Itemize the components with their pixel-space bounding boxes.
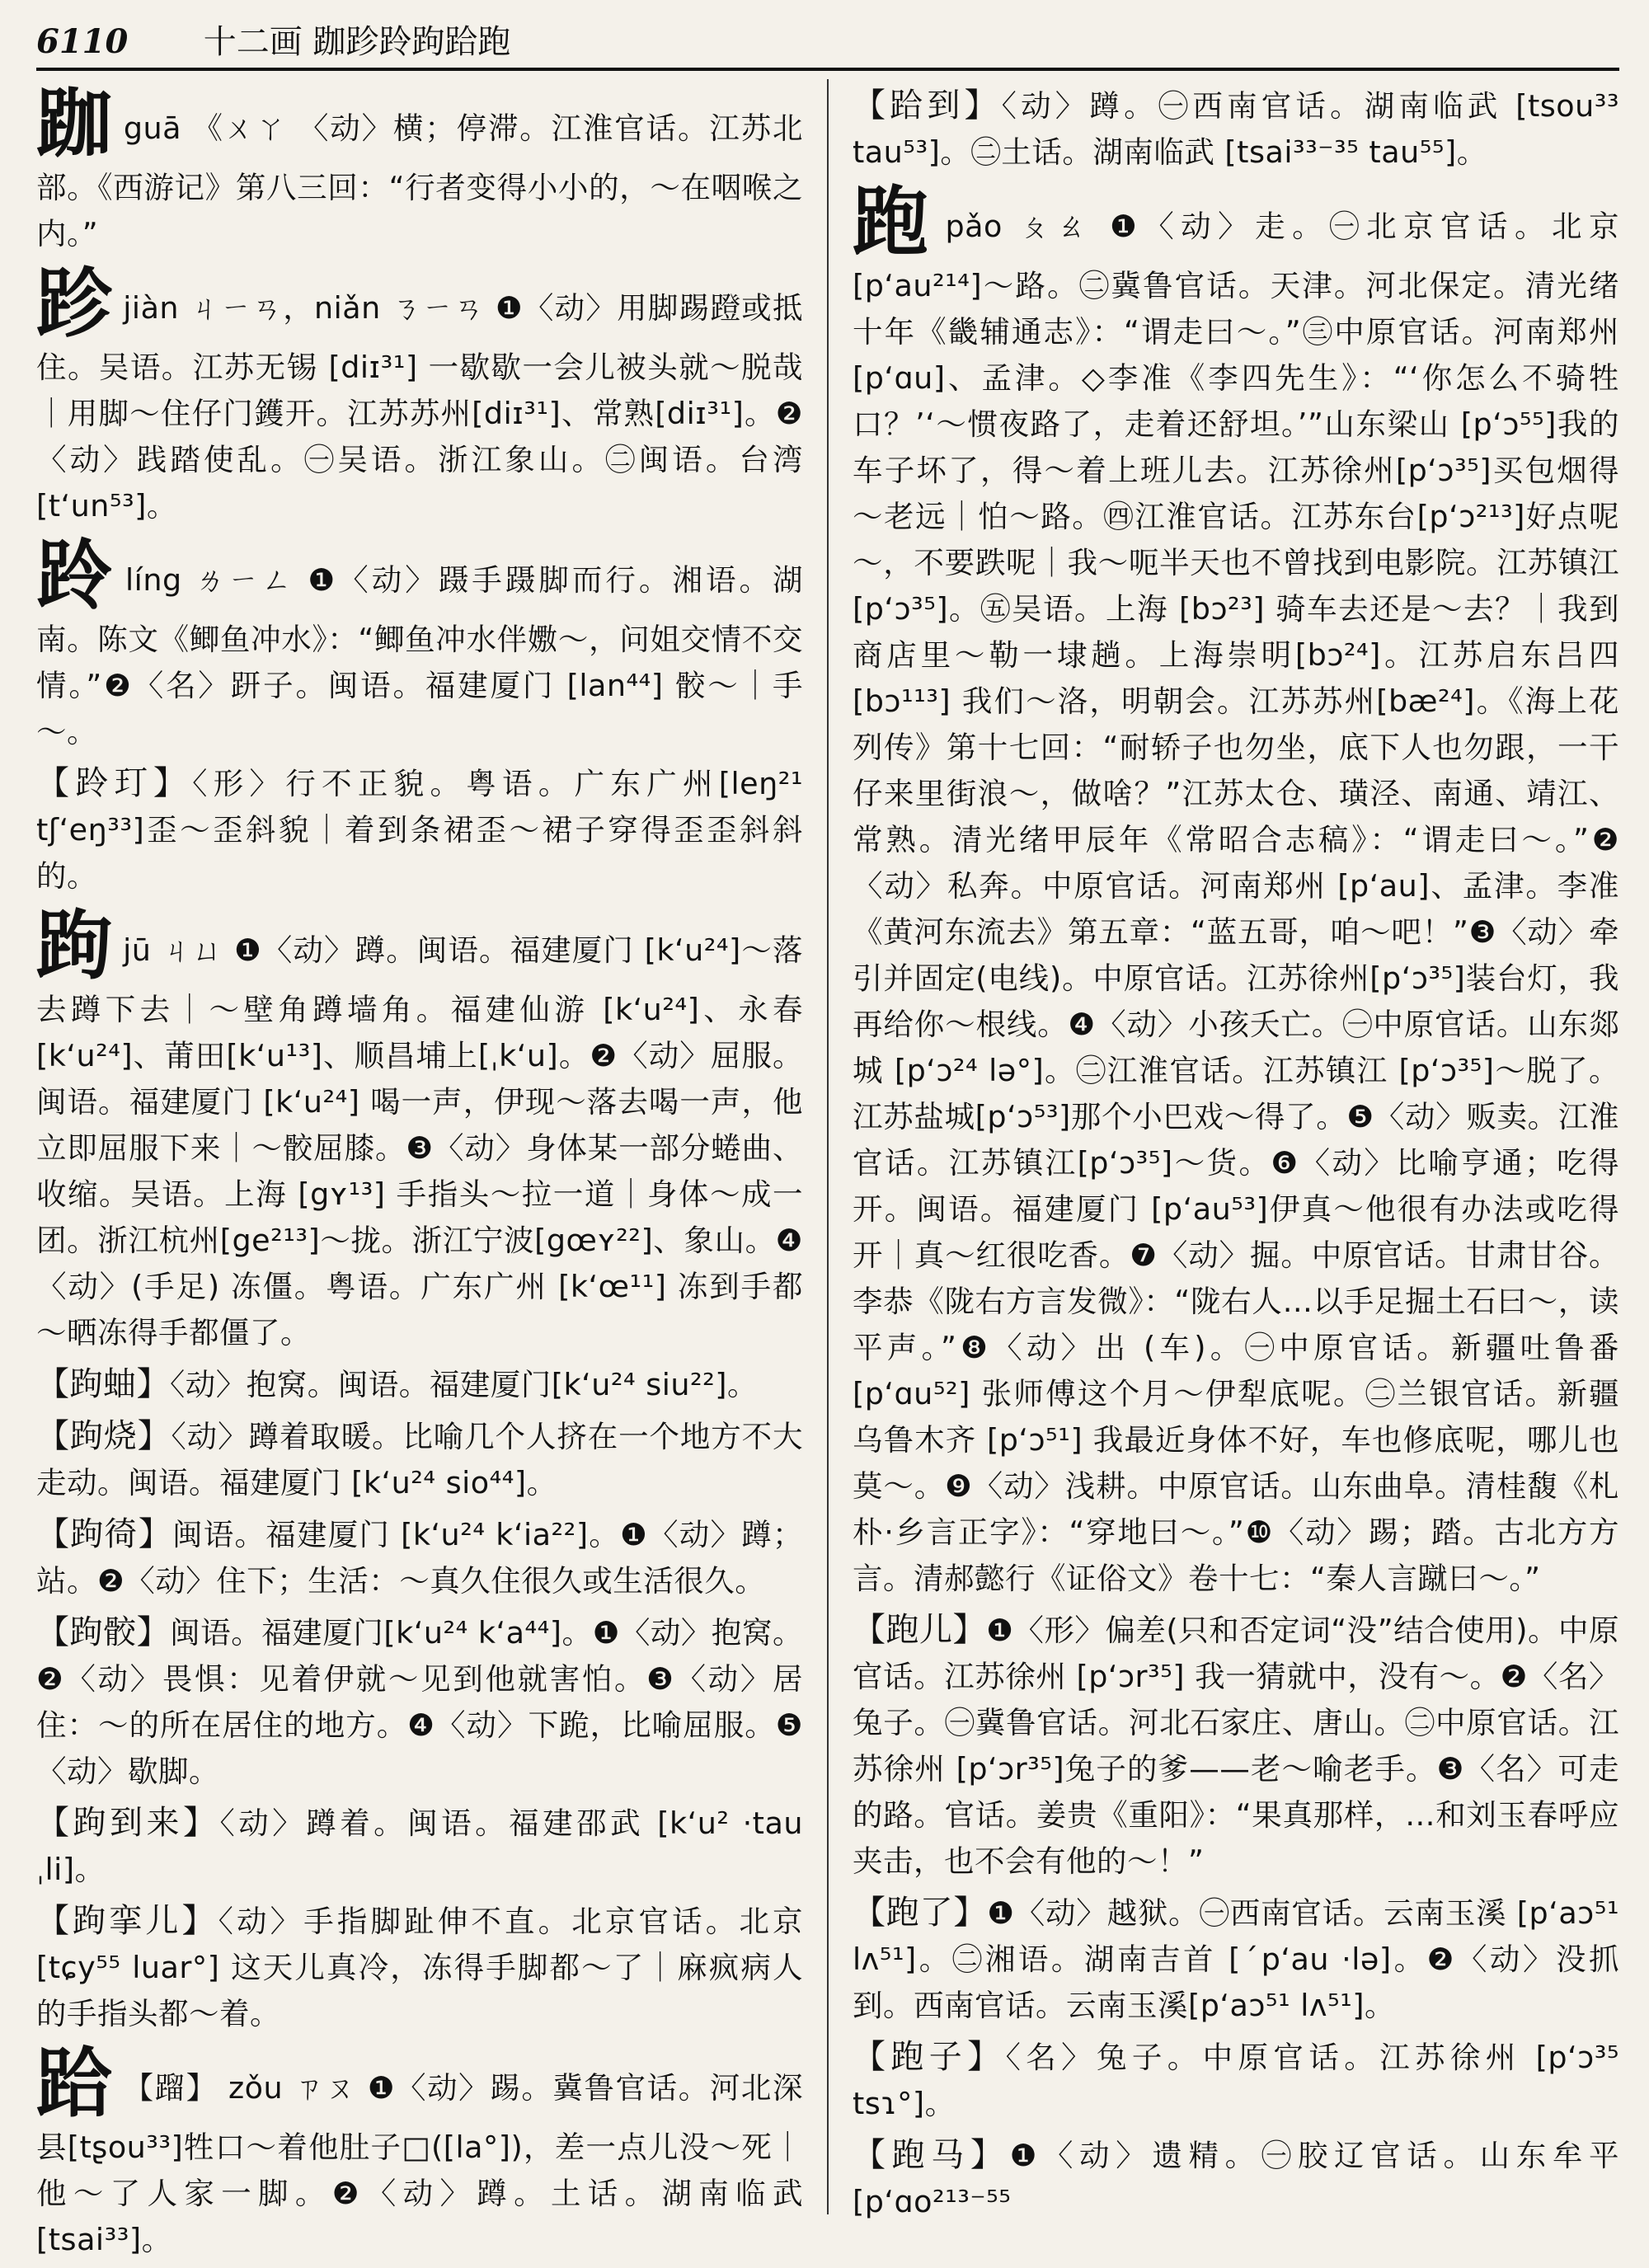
entry-text: jū ㄐㄩ ❶〈动〉蹲。闽语。福建厦门 [k‘u²⁴]～落去蹲下去｜～壁角蹲墙角。福建仙游 [k‘u²⁴]、永春[k‘u²⁴]、莆田[k‘u¹³]、顺昌埔上[ˌk‘u]。❷〈动〉屈服。闽语。福建厦门 [k‘u²⁴] 喝一声，伊现～落去喝一声，他立即屈服下来｜～骹屈膝。❸〈动〉身体某一部分蜷曲、收缩。吴语。上海 [gʏ¹³] 手指头～拉一道｜身体～成一团。浙江杭州[ge²¹³]～拢。浙江宁波[gœʏ²²]、象山。❹〈动〉(手足) 冻僵。粤语。广东广州 [k‘œ¹¹] 冻到手都～晒冻得手都僵了。 — [36, 932, 803, 1350]
entry-text: pǎo ㄆㄠ ❶〈动〉走。㊀北京官话。北京 [p‘au²¹⁴]～路。㊁冀鲁官话。天津。河北保定。清光绪十年《畿辅通志》：“谓走曰～。”㊂中原官话。河南郑州[p‘ɑu]、孟津。◇李准《李四先生》：“‘你怎么不骑牲口？’‘～惯夜路了，走着还舒坦。’”山东梁山 [p‘ɔ⁵⁵]我的车子坏了，得～着上班儿去。江苏徐州[p‘ɔ³⁵]买包烟得～老远｜怕～路。㊃江淮官话。江苏东台[p‘ɔ²¹³]好点呢～，不要跌呢｜我～呃半天也不曾找到电影院。江苏镇江[p‘ɔ³⁵]。㊄吴语。上海 [bɔ²³] 骑车去还是～去？｜我到商店里～勒一埭趟。上海崇明[bɔ²⁴]。江苏启东吕四 [bɔ¹¹³] 我们～洛，明朝会。江苏苏州[bæ²⁴]。《海上花列传》第十七回：“耐轿子也勿坐，底下人也勿跟，一干仔来里街浪～，做啥？”江苏太仓、璜泾、南通、靖江、常熟。清光绪甲辰年《常昭合志稿》：“谓走曰～。”❷〈动〉私奔。中原官话。河南郑州 [p‘au]、孟津。李准《黄河东流去》第五章：“蓝五哥，咱～吧！”❸〈动〉牵引并固定(电线)。中原官话。江苏徐州[p‘ɔ³⁵]装台灯，我再给你～根线。❹〈动〉小孩夭亡。㊀中原官话。山东郯城 [p‘ɔ²⁴ lə°]。㊁江淮官话。江苏镇江 [p‘ɔ³⁵]～脱了。江苏盐城[p‘ɔ⁵³]那个小巴戏～得了。❺〈动〉贩卖。江淮官话。江苏镇江[p‘ɔ³⁵]～货。❻〈动〉比喻亨通；吃得开。闽语。福建厦门 [p‘au⁵³]伊真～他很有办法或吃得开｜真～红很吃香。❼〈动〉掘。中原官话。甘肃甘谷。李恭《陇右方言发微》：“陇右人…以手足掘土石曰～，读平声。”❽〈动〉出 (车)。㊀中原官话。新疆吐鲁番 [p‘ɑu⁵²] 张师傅这个月～伊犁底呢。㊁兰银官话。新疆乌鲁木齐 [p‘ɔ⁵¹] 我最近身体不好，车也修底呢，哪儿也莫～。❾〈动〉浅耕。中原官话。山东曲阜。清桂馥《札朴·乡言正字》：“穿地曰～。”❿〈动〉踢；踏。古北方方言。清郝懿行《证俗文》卷十七：“秦人言蹴曰～。” — [853, 209, 1619, 1596]
subentry-head: 【跔烧】 — [36, 1417, 171, 1455]
entry-text: 〈动〉蹲着。闽语。福建邵武 [k‘u² ·tau ˌli]。 — [36, 1805, 803, 1887]
subentry-head: 【跔到来】 — [36, 1804, 220, 1842]
entry-pao — [853, 177, 1619, 1602]
entry-text: 闽语。福建厦门 [k‘u²⁴ k‘ia²²]。❶〈动〉蹲；站。❷〈动〉住下；生活：～真久住很久或生活很久。 — [36, 1517, 804, 1599]
subentry-head: 【跔挛儿】 — [36, 1902, 218, 1940]
subentry — [36, 1800, 803, 1893]
subentry-head: 【跲到】 — [853, 87, 1002, 124]
page-number: 6110 — [36, 22, 129, 61]
entry-ling — [36, 531, 803, 755]
subentry-head: 【跔蚰】 — [36, 1365, 170, 1403]
subentry — [36, 1898, 803, 2037]
entry-text: 闽语。福建厦门[k‘u²⁴ k‘a⁴⁴]。❶〈动〉抱窝。❷〈动〉畏惧：见着伊就～见到他就害怕。❸〈动〉居住：～的所在居住的地方。❹〈动〉下跪，比喻屈服。❺〈动〉歇脚。 — [36, 1615, 804, 1789]
headword: 跔 — [36, 901, 114, 990]
subentry — [36, 1609, 803, 1795]
subentry-head: 【跑子】 — [853, 2038, 1006, 2076]
subentry-head: 【跑马】 — [853, 2136, 1010, 2174]
entry-text: jiàn ㄐㄧㄢ，niǎn ㄋㄧㄢ ❶〈动〉用脚踢蹬或抵住。吴语。江苏无锡 [diɪ³¹] 一歇歇一会儿被头就～脱哉｜用脚～住仔门鑊开。江苏苏州[diɪ³¹]、常熟[diɪ³¹]。❷〈动〉践踏使乱。㊀吴语。浙江象山。㊁闽语。台湾[t‘un⁵³]。 — [36, 290, 803, 524]
subentry-head: 【跔徛】 — [36, 1515, 172, 1553]
entry-text: líng ㄌㄧㄥ ❶〈动〉蹑手蹑脚而行。湘语。湖南。陈文《鲫鱼冲水》：“鲫鱼冲水伴嫐～，问姐交情不交情。”❷〈名〉趼子。闽语。福建厦门 [lan⁴⁴] 骹～｜手～。 — [36, 562, 803, 749]
subentry — [853, 82, 1619, 176]
entry-text: 〈动〉抱窝。闽语。福建厦门[k‘u²⁴ siu²²]。 — [170, 1367, 759, 1402]
headword: 跉 — [36, 531, 116, 620]
headword: 跲 — [36, 2039, 114, 2128]
subentry — [853, 1890, 1619, 2029]
headword: 跏 — [36, 79, 114, 168]
entry-ju — [36, 901, 803, 1356]
subentry — [36, 760, 803, 899]
headword: 跑 — [853, 177, 936, 266]
entry-text: guā 《ㄨㄚ 〈动〉横；停滞。江淮官话。江苏北部。《西游记》第八三回：“行者变得小小的，～在咽喉之内。” — [36, 110, 803, 251]
subentry-head: 【跑了】 — [853, 1894, 988, 1932]
entry-text: 〈动〉手指脚趾伸不直。北京官话。北京[tɕy⁵⁵ luar°] 这天儿真冷，冻得手脚都～了｜麻疯病人的手指头都～着。 — [36, 1904, 803, 2031]
page-header — [36, 16, 1619, 68]
header-rule — [36, 68, 1619, 71]
entry-jian — [36, 259, 803, 529]
right-column — [853, 82, 1619, 2230]
subentry — [853, 2034, 1619, 2127]
entry-text: ❶〈形〉偏差(只和否定词“没”结合使用)。中原官话。江苏徐州 [p‘ɔr³⁵] 我一猜就中，没有～。❷〈名〉兔子。㊀冀鲁官话。河北石家庄、唐山。㊁中原官话。江苏徐州 [p‘ɔr³⁵]兔子的爹——老～喻老手。❸〈名〉可走的路。官话。姜贵《重阳》：“果真那样，…和刘玉春呼应夹击，也不会有他的～！” — [853, 1613, 1619, 1879]
entry-text: 〈动〉蹲着取暖。比喻几个人挤在一个地方不大走动。闽语。福建厦门 [k‘u²⁴ sio⁴⁴]。 — [36, 1419, 804, 1500]
entry-text: ❶〈动〉越狱。㊀西南官话。云南玉溪 [p‘aɔ⁵¹ lʌ⁵¹]。㊁湘语。湖南吉首 [ˊp‘au ·lə]。❷〈动〉没抓到。西南官话。云南玉溪[p‘aɔ⁵¹ lʌ⁵¹]。 — [853, 1895, 1619, 2023]
subentry — [853, 2132, 1619, 2225]
page-title: 十二画 跏跈跉跔跲跑 — [203, 23, 511, 61]
entry-text: 〈形〉行不正貌。粤语。广东广州[leŋ²¹ tʃ‘eŋ³³]歪～歪斜貌｜着到条裙歪～裙子穿得歪歪斜斜的。 — [36, 766, 804, 894]
subentry — [853, 1607, 1619, 1885]
left-column — [36, 79, 804, 2268]
subentry — [36, 1361, 803, 1408]
subentry — [36, 1413, 803, 1506]
entry-zou — [36, 2039, 803, 2263]
entry-text: 〈动〉蹲。㊀西南官话。湖南临武 [tsou³³ tau⁵³]。㊁土话。湖南临武 [tsai³³⁻³⁵ tau⁵⁵]。 — [853, 88, 1619, 170]
headword: 跈 — [36, 259, 114, 348]
subentry-head: 【跉玎】 — [36, 764, 193, 802]
column-divider — [827, 79, 829, 2214]
subentry — [36, 1511, 803, 1604]
subentry-head: 【跔骹】 — [36, 1613, 171, 1651]
entry-text: ❶〈动〉遗精。㊀胶辽官话。山东牟平[p‘ɑo²¹³⁻⁵⁵ — [853, 2138, 1619, 2219]
entry-gua — [36, 79, 803, 257]
subentry-head: 【跑儿】 — [853, 1611, 987, 1649]
entry-text: 〈名〉兔子。中原官话。江苏徐州 [p‘ɔ³⁵ tsɿ°]。 — [853, 2040, 1619, 2121]
entry-text: 【蹓】 zǒu ㄗㄡ ❶〈动〉踢。冀鲁官话。河北深县[tʂou³³]牲口～着他肚子□([la°])，差一点儿没～死｜他～了人家一脚。❷〈动〉蹲。土话。湖南临武 [tsai³³]。 — [36, 2070, 803, 2257]
